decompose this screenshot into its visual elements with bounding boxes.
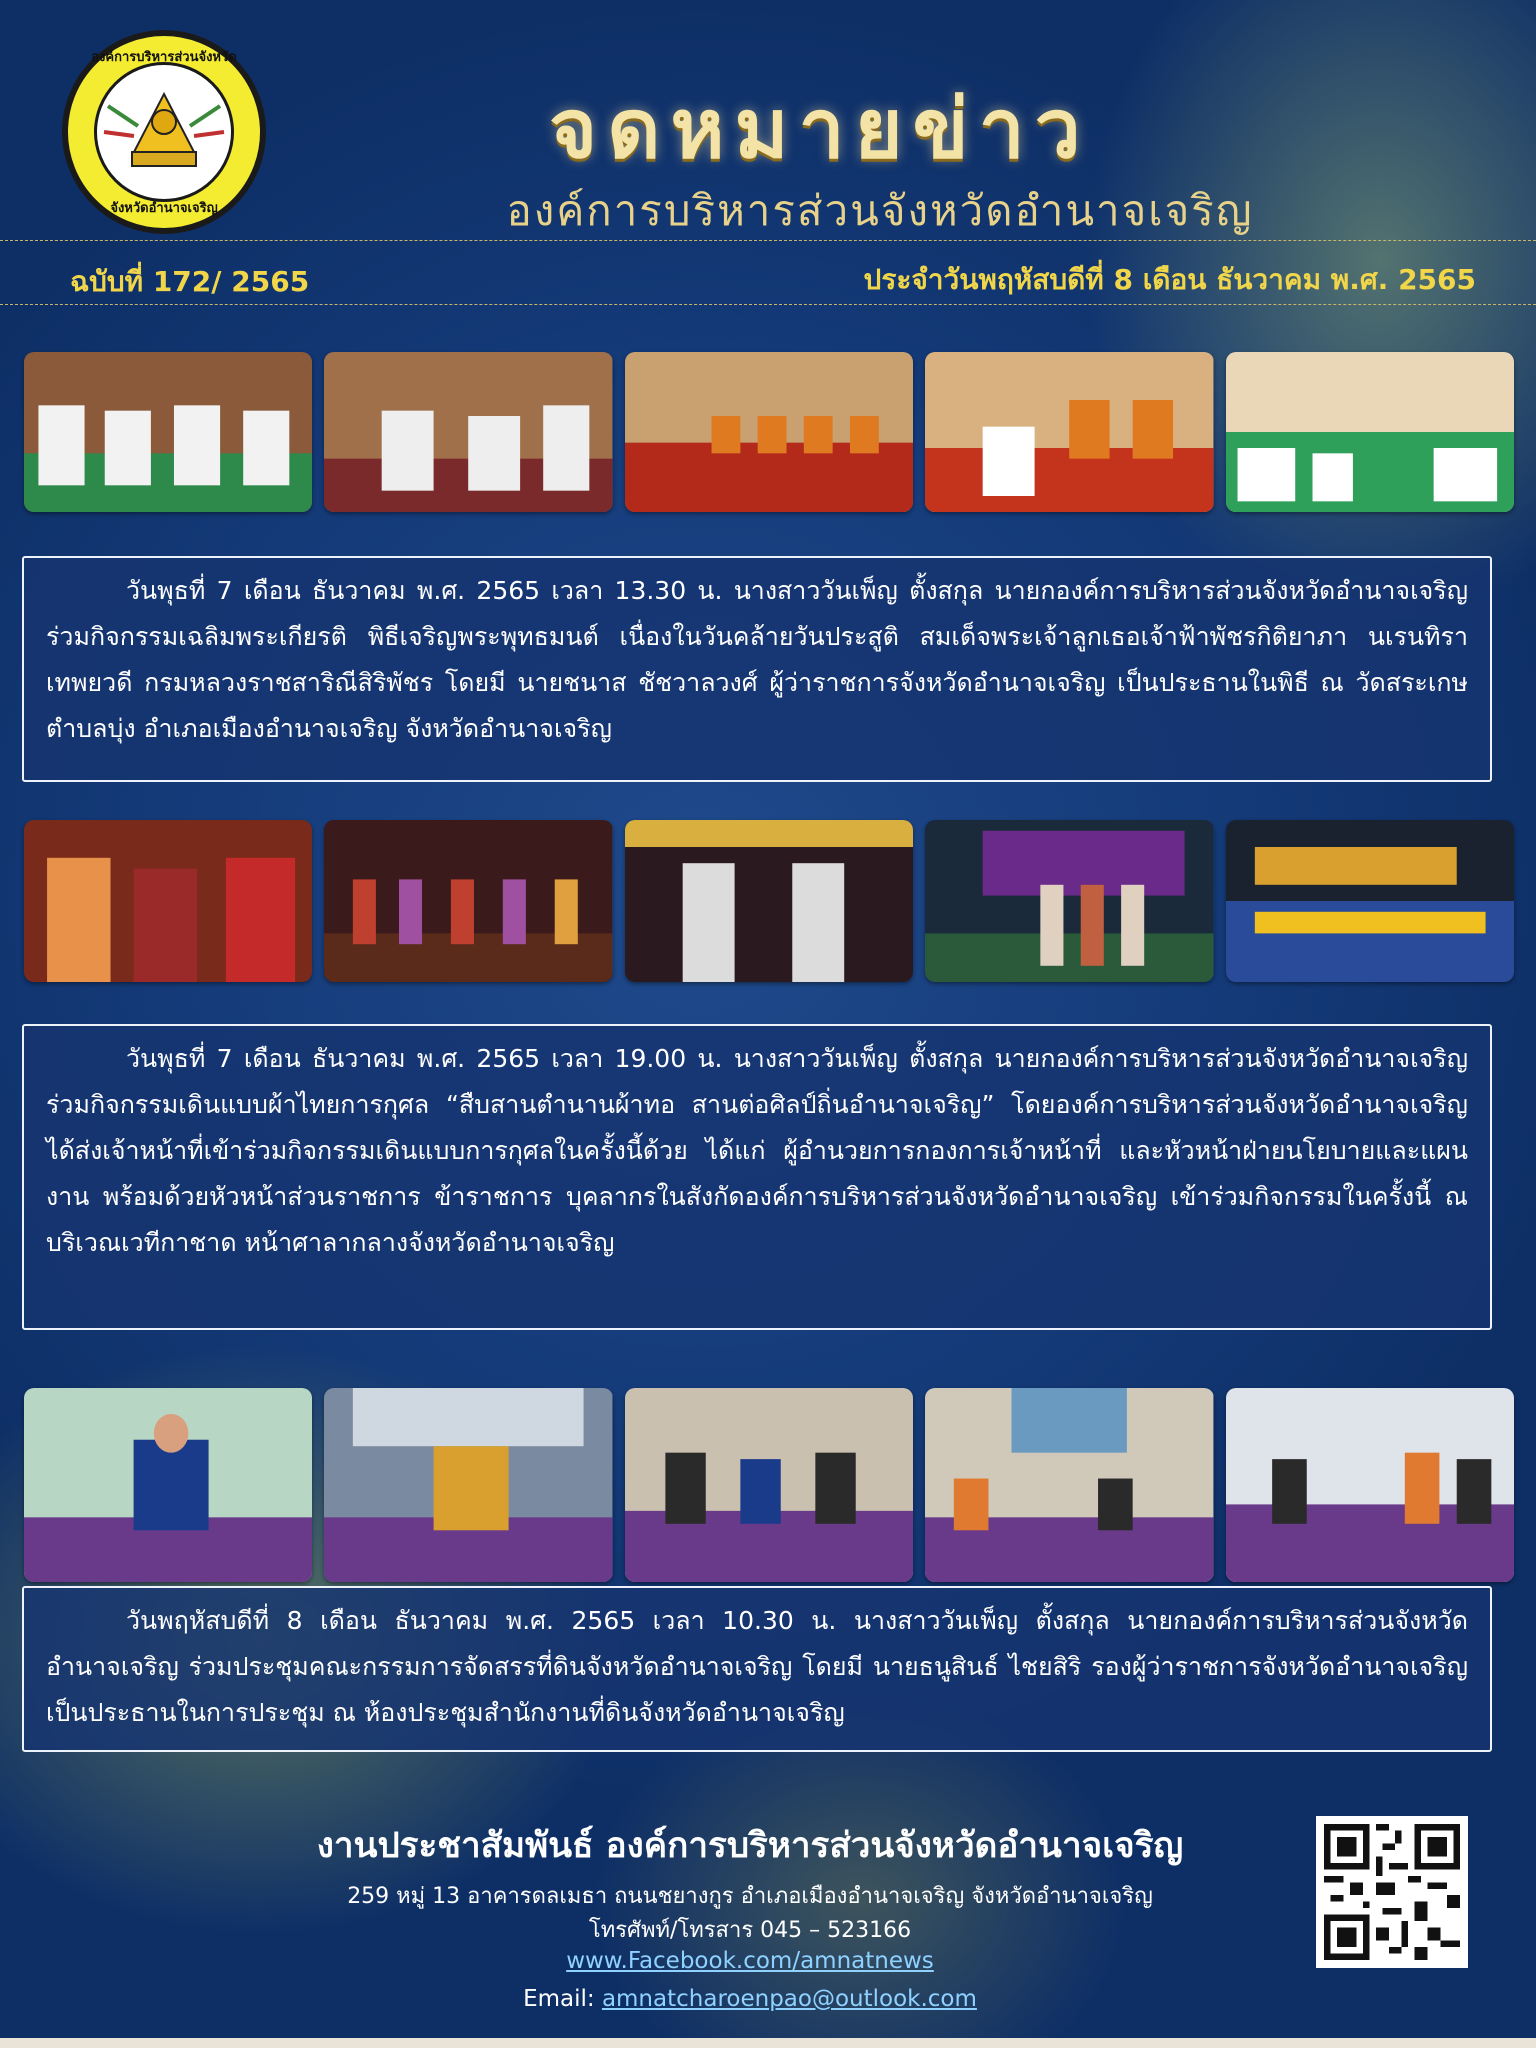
photo-row-fashion-show [24, 820, 1514, 982]
facebook-link[interactable]: www.Facebook.com/amnatnews [566, 1948, 934, 1974]
photo [1226, 1388, 1514, 1582]
newsletter-title: จดหมายข่าว [549, 82, 1091, 177]
photo [925, 352, 1213, 512]
photo [625, 820, 913, 982]
photo-row-meeting [24, 1388, 1514, 1582]
photo [625, 352, 913, 512]
photo-row-ceremony [24, 352, 1514, 512]
news-item-1 [22, 556, 1492, 782]
logo-bottom-text: จังหวัดอำนาจเจริญ [110, 201, 218, 216]
issue-number: ฉบับที่ 172/ 2565 [70, 265, 310, 298]
news-item-2 [22, 1024, 1492, 1330]
photo [925, 820, 1213, 982]
news-text: วันพฤหัสบดีที่ 8 เดือน ธันวาคม พ.ศ. 2565 เวลา 10.30 น. นางสาววันเพ็ญ ตั้งสกุล นายกองค์การบริหารส่วนจังหวัดอำนาจเจริญ ร่วมประชุมคณะกรรมการจัดสรรที่ดินจังหวัดอำนาจเจริญ โดยมี นายธนูสินธ์ ไชยสิริ รองผู้ว่าราชการจังหวัดอำนาจเจริญ เป็นประธานในการประชุม ณ ห้องประชุมสำนักงานที่ดินจังหวัดอำนาจเจริญ [46, 1606, 1468, 1727]
pao-logo [62, 30, 266, 234]
photo [625, 1388, 913, 1582]
bottom-border [0, 2038, 1536, 2048]
photo [324, 1388, 612, 1582]
footer-address: 259 หมู่ 13 อาคารดลเมธา ถนนชยางกูร อำเภอเมืองอำนาจเจริญ จังหวัดอำนาจเจริญ [347, 1884, 1153, 1909]
organization-subtitle: องค์การบริหารส่วนจังหวัดอำนาจเจริญ [506, 186, 1254, 235]
email-link[interactable]: amnatcharoenpao@outlook.com [601, 1986, 977, 2012]
header-divider-top [0, 240, 1536, 241]
photo [324, 820, 612, 982]
logo-top-text: องค์การบริหารส่วนจังหวัด [91, 50, 237, 65]
photo [925, 1388, 1213, 1582]
news-text: วันพุธที่ 7 เดือน ธันวาคม พ.ศ. 2565 เวลา 19.00 น. นางสาววันเพ็ญ ตั้งสกุล นายกองค์การบริหารส่วนจังหวัดอำนาจเจริญ ร่วมกิจกรรมเดินแบบผ้าไทยการกุศล “สืบสานตำนานผ้าทอ สานต่อศิลป์ถิ่นอำนาจเจริญ” โดยองค์การบริหารส่วนจังหวัดอำนาจเจริญ ได้ส่งเจ้าหน้าที่เข้าร่วมกิจกรรมเดินแบบการกุศลในครั้งนี้ด้วย ได้แก่ ผู้อำนวยการกองการเจ้าหน้าที่ และหัวหน้าฝ่ายนโยบายและแผนงาน พร้อมด้วยหัวหน้าส่วนราชการ ข้าราชการ บุคลากรในสังกัดองค์การบริหารส่วนจังหวัดอำนาจเจริญ เข้าร่วมกิจกรรมในครั้งนี้ ณ บริเวณเวทีกาชาด หน้าศาลากลางจังหวัดอำนาจเจริญ [46, 1044, 1468, 1257]
photo [24, 1388, 312, 1582]
news-item-3 [22, 1586, 1492, 1752]
photo [1226, 352, 1514, 512]
email-label: Email: [523, 1986, 602, 2012]
photo [24, 820, 312, 982]
footer-phone: โทรศัพท์/โทรสาร 045 – 523166 [588, 1918, 912, 1943]
header-divider-bottom [0, 304, 1536, 305]
qr-code[interactable] [1316, 1816, 1468, 1968]
news-text: วันพุธที่ 7 เดือน ธันวาคม พ.ศ. 2565 เวลา 13.30 น. นางสาววันเพ็ญ ตั้งสกุล นายกองค์การบริหารส่วนจังหวัดอำนาจเจริญ ร่วมกิจกรรมเฉลิมพระเกียรติ พิธีเจริญพระพุทธมนต์ เนื่องในวันคล้ายวันประสูติ สมเด็จพระเจ้าลูกเธอเจ้าฟ้าพัชรกิติยาภา นเรนทิราเทพยวดี กรมหลวงราชสาริณีสิริพัชร โดยมี นายชนาส ชัชวาลวงศ์ ผู้ว่าราชการจังหวัดอำนาจเจริญ เป็นประธานในพิธี ณ วัดสระเกษ ตำบลบุ่ง อำเภอเมืองอำนาจเจริญ จังหวัดอำนาจเจริญ [46, 576, 1468, 743]
issue-date: ประจำวันพฤหัสบดีที่ 8 เดือน ธันวาคม พ.ศ. 2565 [863, 263, 1476, 296]
photo [24, 352, 312, 512]
photo [324, 352, 612, 512]
photo [1226, 820, 1514, 982]
footer-organization: งานประชาสัมพันธ์ องค์การบริหารส่วนจังหวัดอำนาจเจริญ [316, 1826, 1184, 1866]
footer-email [180, 1986, 1320, 2012]
qr-code-graphic [1324, 1824, 1460, 1960]
